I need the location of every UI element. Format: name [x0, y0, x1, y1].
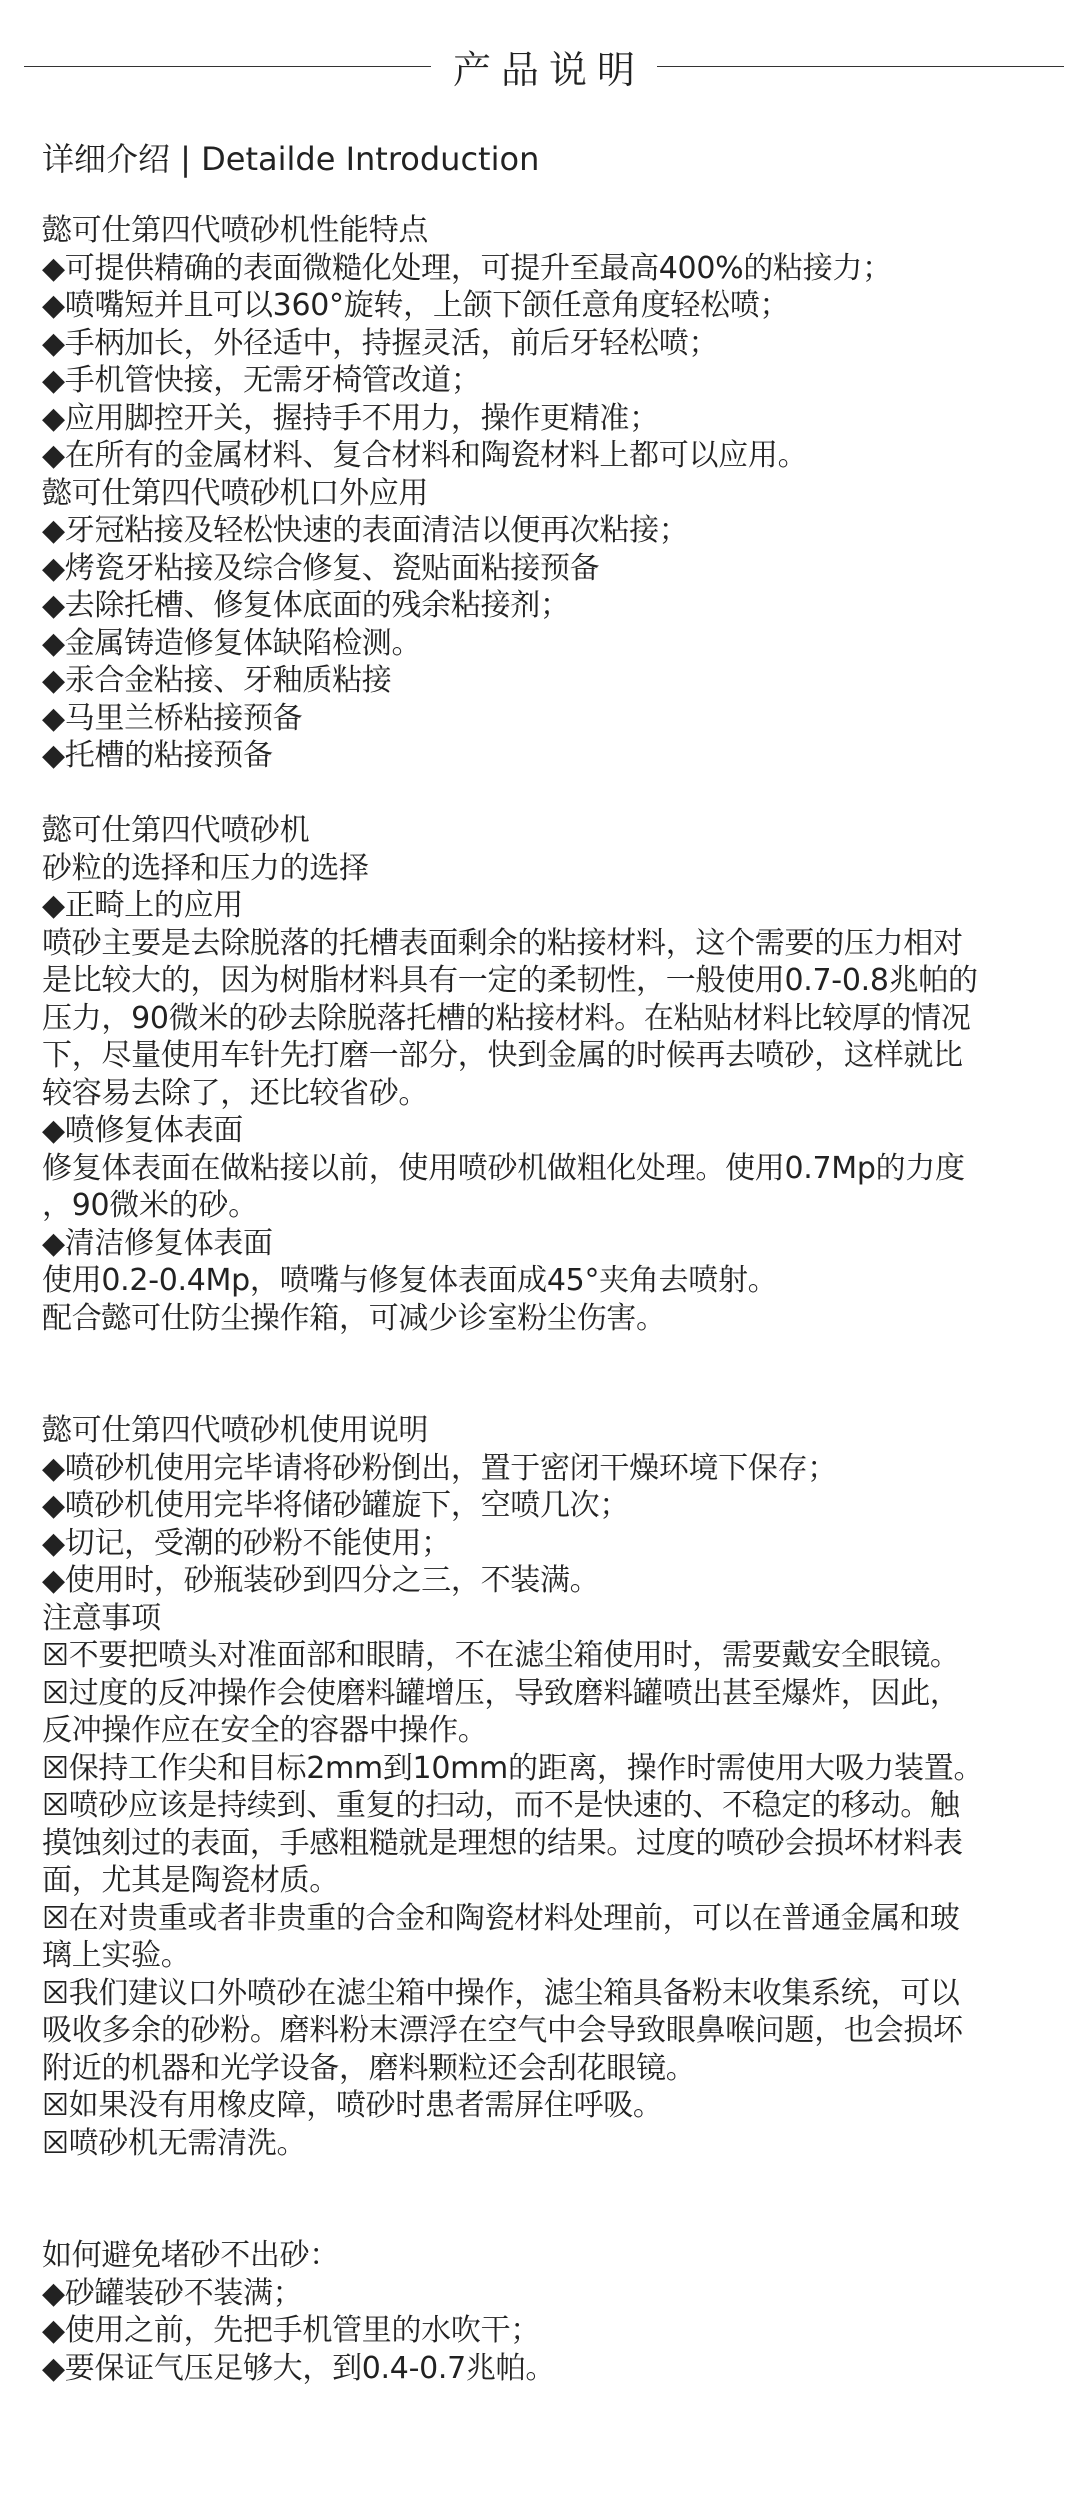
paragraph-line: 吸收多余的砂粉。磨料粉末漂浮在空气中会导致眼鼻喉问题，也会损坏 — [42, 2013, 963, 2048]
section-spacer — [42, 2162, 1062, 2237]
paragraph-line: ，90微米的砂。 — [42, 1188, 258, 1223]
pressure-section — [42, 812, 1062, 1337]
intro-heading: 详细介绍 | Detailde Introduction — [42, 140, 540, 178]
header-right-divider — [657, 66, 1064, 67]
paragraph-line: 配合懿可仕防尘操作箱，可减少诊室粉尘伤害。 — [42, 1300, 666, 1336]
caution-item: ☒过度的反冲操作会使磨料罐增压，导致磨料罐喷出甚至爆炸，因此， — [42, 1675, 960, 1711]
product-description — [42, 134, 1062, 2387]
paragraph-line: 附近的机器和光学设备，磨料颗粒还会刮花眼镜。 — [42, 2050, 696, 2086]
section-spacer — [42, 1337, 1062, 1412]
section-heading: 懿可仕第四代喷砂机性能特点 — [42, 213, 429, 248]
list-item: ◆金属铸造修复体缺陷检测。 — [42, 625, 422, 661]
list-item: ◆牙冠粘接及轻松快速的表面清洁以便再次粘接； — [42, 513, 689, 548]
paragraph-line: 修复体表面在做粘接以前，使用喷砂机做粗化处理。使用0.7Mp的力度 — [42, 1150, 965, 1186]
paragraph-line: 下，尽量使用车针先打磨一部分，快到金属的时候再去喷砂，这样就比 — [42, 1038, 963, 1073]
list-item: ◆砂罐装砂不装满； — [42, 2275, 303, 2311]
list-item: ◆应用脚控开关，握持手不用力，操作更精准； — [42, 400, 659, 436]
list-item: ◆汞合金粘接、牙釉质粘接 — [42, 663, 392, 698]
caution-item: ☒我们建议口外喷砂在滤尘箱中操作，滤尘箱具备粉末收集系统，可以 — [42, 1975, 960, 2011]
list-item: ◆手机管快接，无需牙椅管改道； — [42, 363, 481, 398]
blockage-section — [42, 2237, 1062, 2387]
section-spacer — [42, 775, 1062, 813]
list-item: ◆要保证气压足够大，到0.4-0.7兆帕。 — [42, 2350, 556, 2386]
paragraph-line: 反冲操作应在安全的容器中操作。 — [42, 1713, 488, 1748]
list-item: ◆可提供精确的表面微糙化处理，可提升至最高400%的粘接力； — [42, 250, 892, 286]
usage-section — [42, 1412, 1062, 2162]
list-item: ◆喷砂机使用完毕将储砂罐旋下，空喷几次； — [42, 1488, 630, 1523]
caution-item: ☒喷砂机无需清洗。 — [42, 2125, 307, 2161]
list-item: ◆托槽的粘接预备 — [42, 738, 273, 773]
list-item: ◆马里兰桥粘接预备 — [42, 700, 303, 736]
paragraph-line: 面，尤其是陶瓷材质。 — [42, 1863, 339, 1898]
paragraph-line: 是比较大的，因为树脂材料具有一定的柔韧性，一般使用0.7-0.8兆帕的 — [42, 963, 978, 998]
caution-item: ☒保持工作尖和目标2mm到10mm的距离，操作时需使用大吸力装置。 — [42, 1750, 984, 1786]
paragraph-line: 璃上实验。 — [42, 1938, 191, 1973]
paragraph-line: 使用0.2-0.4Mp，喷嘴与修复体表面成45°夹角去喷射。 — [42, 1263, 778, 1298]
list-item: ◆去除托槽、修复体底面的残余粘接剂； — [42, 588, 570, 623]
list-item: ◆使用时，砂瓶装砂到四分之三，不装满。 — [42, 1563, 600, 1598]
paragraph-line: 压力，90微米的砂去除脱落托槽的粘接材料。在粘贴材料比较厚的情况 — [42, 1000, 971, 1036]
list-item: ◆正畸上的应用 — [42, 888, 243, 923]
list-item: ◆喷嘴短并且可以360°旋转，上颌下颌任意角度轻松喷； — [42, 288, 790, 323]
list-item: ◆喷修复体表面 — [42, 1113, 243, 1148]
features-section — [42, 212, 1062, 775]
section-heading: 懿可仕第四代喷砂机使用说明 — [42, 1413, 429, 1448]
list-item: ◆使用之前，先把手机管里的水吹干； — [42, 2313, 540, 2348]
section-heading: 如何避免堵砂不出砂： — [42, 2238, 339, 2273]
paragraph-line: 喷砂主要是去除脱落的托槽表面剩余的粘接材料，这个需要的压力相对 — [42, 925, 963, 961]
caution-item: ☒喷砂应该是持续到、重复的扫动，而不是快速的、不稳定的移动。触 — [42, 1788, 960, 1823]
section-subheading: 砂粒的选择和压力的选择 — [42, 850, 369, 886]
paragraph-line: 摸蚀刻过的表面，手感粗糙就是理想的结果。过度的喷砂会损坏材料表 — [42, 1825, 963, 1861]
page-header — [24, 38, 1064, 94]
section-heading: 懿可仕第四代喷砂机 — [42, 813, 310, 848]
list-item: ◆清洁修复体表面 — [42, 1225, 273, 1261]
section-subheading: 注意事项 — [42, 1600, 161, 1636]
header-left-divider — [24, 66, 431, 67]
caution-item: ☒在对贵重或者非贵重的合金和陶瓷材料处理前，可以在普通金属和玻 — [42, 1900, 960, 1936]
list-item: ◆在所有的金属材料、复合材料和陶瓷材料上都可以应用。 — [42, 438, 808, 473]
list-item: ◆喷砂机使用完毕请将砂粉倒出，置于密闭干燥环境下保存； — [42, 1450, 837, 1486]
page-title: 产品说明 — [453, 47, 646, 92]
list-item: ◆手柄加长，外径适中，持握灵活，前后牙轻松喷； — [42, 325, 719, 361]
paragraph-line: 较容易去除了，还比较省砂。 — [42, 1075, 429, 1111]
caution-item: ☒如果没有用橡皮障，喷砂时患者需屏住呼吸。 — [42, 2088, 663, 2123]
section-heading: 懿可仕第四代喷砂机口外应用 — [42, 475, 429, 511]
list-item: ◆切记，受潮的砂粉不能使用； — [42, 1525, 451, 1561]
list-item: ◆烤瓷牙粘接及综合修复、瓷贴面粘接预备 — [42, 550, 600, 586]
caution-item: ☒不要把喷头对准面部和眼睛，不在滤尘箱使用时，需要戴安全眼镜。 — [42, 1638, 960, 1673]
